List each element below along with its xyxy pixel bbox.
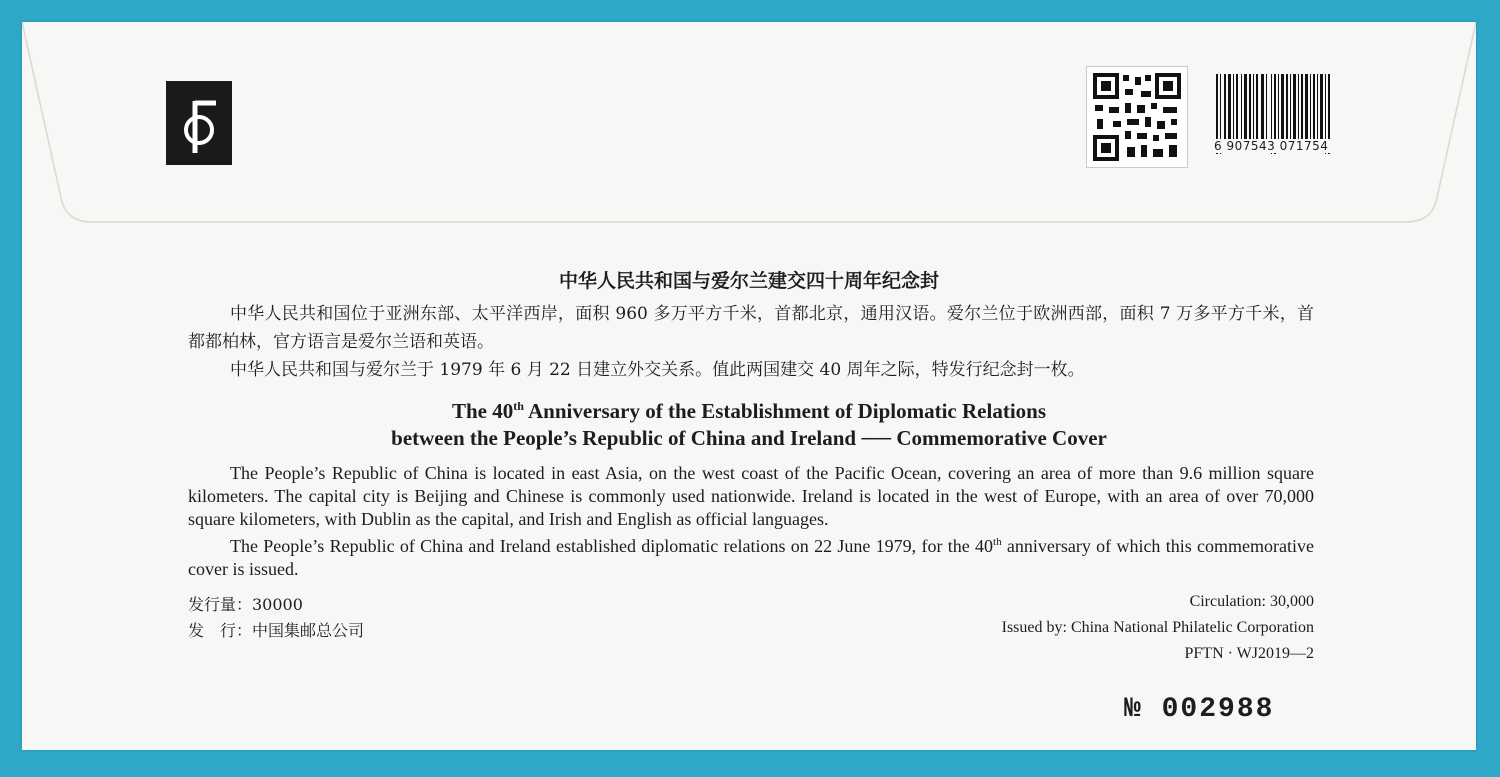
issue-info-english [1002,589,1314,667]
chinese-title: 中华人民共和国与爱尔兰建交四十周年纪念封 [558,270,939,292]
chinese-paragraph-2: 中华人民共和国与爱尔兰于 1979 年 6 月 22 日建立外交关系。值此两国建交 40 周年之际，特发行纪念封一枚。 [230,360,1085,380]
barcode-number: 6 907543 071754 [1214,139,1329,153]
english-paragraph-2: The People’s Republic of China and Ireland established diplomatic relations on 22 June 1979, for the 40th anniversary of which this commemorative cover is issued. [188,536,1314,579]
publisher-logo [166,81,232,165]
issuer-en: Issued by: China National Philatelic Corporation [1001,619,1314,636]
english-title-line-2: between the People’s Republic of China and Ireland ── Commemorative Cover [391,426,1107,450]
chinese-paragraph-1: 中华人民共和国位于亚洲东部、太平洋西岸，面积 960 多万平方千米，首都北京，通用汉语。爱尔兰位于欧洲西部，面积 7 万多平方千米，首都都柏林，官方语言是爱尔兰语和英语。 [188,304,1314,352]
envelope-back [22,22,1476,750]
philatelic-logo-icon [166,81,232,165]
circulation-en: Circulation: 30,000 [1189,593,1314,610]
english-title-line-1: The 40th Anniversary of the Establishment of Diplomatic Relations [451,399,1046,423]
qr-code [1086,66,1188,168]
issuer-cn: 发 行：中国集邮总公司 [188,621,365,640]
english-paragraph-1: The People’s Republic of China is located in east Asia, on the west coast of the Pacific Ocean, covering an area of more than 9.6 million square kilometers. The capital city is Beijing and Chinese is commonly used nationwide. Ireland is located in the west of Europe, with an area of over 70,000 square kilometers, with Dublin as the capital, and Irish and English as official languages. [188,463,1314,529]
circulation-cn: 发行量：30000 [188,595,303,614]
issue-info-chinese [188,592,364,644]
qr-code-icon [1087,67,1187,167]
serial-number: № 002988 [1124,694,1275,725]
cover-code: PFTN · WJ2019—2 [1184,645,1314,662]
